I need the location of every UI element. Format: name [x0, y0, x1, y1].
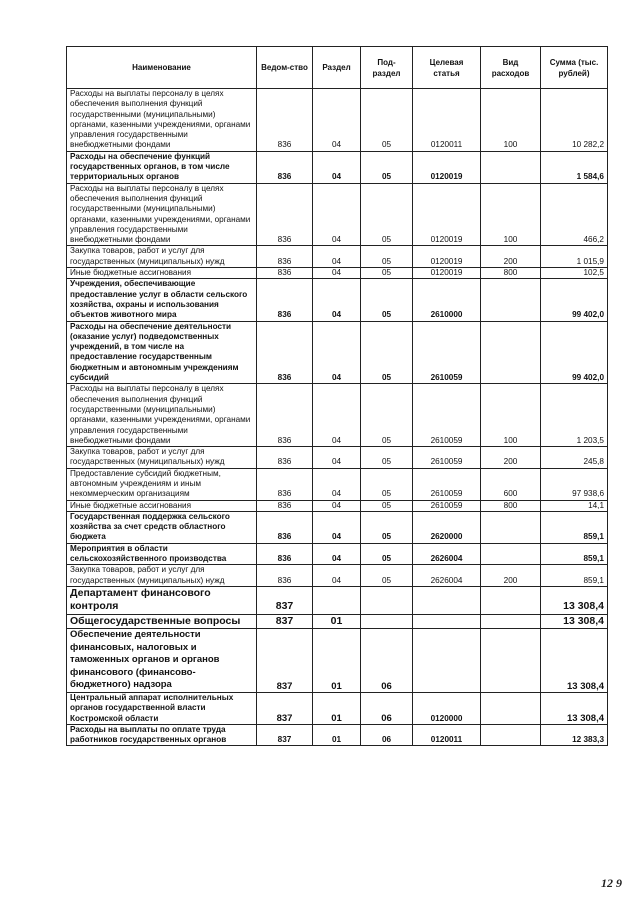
row-sum: 1 015,9: [541, 246, 608, 268]
row-name: Расходы на обеспечение функций государственных органов, в том числе территориальных органов: [67, 151, 257, 183]
row-dept: 836: [257, 511, 313, 543]
row-dept: 836: [257, 447, 313, 469]
table-row: [67, 468, 608, 500]
row-subsection: 05: [361, 447, 413, 469]
row-target: 0120019: [413, 183, 481, 246]
row-kind: [481, 279, 541, 321]
table-row: [67, 279, 608, 321]
row-name: Расходы на выплаты персоналу в целях обеспечения выполнения функций государственными (муниципальными) органами, казенными учреждениями, органами управления государственными внебюджетными фондами: [67, 384, 257, 447]
table-row: [67, 724, 608, 746]
row-subsection: 05: [361, 543, 413, 565]
table-row: [67, 511, 608, 543]
row-dept: 837: [257, 586, 313, 614]
row-section: 04: [313, 183, 361, 246]
row-target: 0120019: [413, 268, 481, 279]
row-subsection: 05: [361, 246, 413, 268]
row-section: 01: [313, 724, 361, 746]
row-sum: 13 308,4: [541, 614, 608, 629]
row-kind: [481, 321, 541, 384]
row-target: [413, 614, 481, 629]
row-target: 0120019: [413, 246, 481, 268]
row-kind: [481, 629, 541, 693]
row-dept: 836: [257, 500, 313, 511]
table-body: [67, 89, 608, 746]
row-dept: 837: [257, 724, 313, 746]
table-row: [67, 384, 608, 447]
row-name: Государственная поддержка сельского хозяйства за счет средств областного бюджета: [67, 511, 257, 543]
row-sum: 859,1: [541, 511, 608, 543]
row-sum: 12 383,3: [541, 724, 608, 746]
row-section: 01: [313, 692, 361, 724]
row-section: 04: [313, 468, 361, 500]
row-subsection: 05: [361, 511, 413, 543]
table-row: [67, 614, 608, 629]
row-kind: [481, 586, 541, 614]
row-kind: 800: [481, 268, 541, 279]
row-name: Общегосударственные вопросы: [67, 614, 257, 629]
row-sum: 99 402,0: [541, 279, 608, 321]
row-name: Департамент финансового контроля: [67, 586, 257, 614]
row-target: 0120019: [413, 151, 481, 183]
header-section: Раздел: [313, 47, 361, 89]
row-dept: 836: [257, 279, 313, 321]
row-kind: 200: [481, 565, 541, 587]
row-name: Расходы на выплаты персоналу в целях обеспечения выполнения функций государственными (муниципальными) органами, казенными учреждениями, органами управления государственными внебюджетными фондами: [67, 183, 257, 246]
row-kind: 100: [481, 89, 541, 152]
header-name: Наименование: [67, 47, 257, 89]
row-kind: 100: [481, 384, 541, 447]
row-kind: [481, 724, 541, 746]
row-dept: 836: [257, 321, 313, 384]
row-subsection: 05: [361, 279, 413, 321]
row-subsection: 05: [361, 321, 413, 384]
table-row: [67, 565, 608, 587]
row-dept: 836: [257, 565, 313, 587]
row-section: 04: [313, 384, 361, 447]
row-dept: 836: [257, 151, 313, 183]
row-target: 2610059: [413, 321, 481, 384]
row-subsection: 06: [361, 724, 413, 746]
row-sum: 466,2: [541, 183, 608, 246]
row-section: 04: [313, 279, 361, 321]
row-subsection: 05: [361, 384, 413, 447]
row-target: 2610059: [413, 384, 481, 447]
row-target: 2626004: [413, 543, 481, 565]
row-dept: 836: [257, 268, 313, 279]
row-name: Иные бюджетные ассигнования: [67, 500, 257, 511]
header-dept: Ведом-ство: [257, 47, 313, 89]
row-section: 04: [313, 565, 361, 587]
row-target: 2610059: [413, 447, 481, 469]
header-target: Целевая статья: [413, 47, 481, 89]
row-kind: [481, 151, 541, 183]
row-kind: [481, 543, 541, 565]
row-kind: 800: [481, 500, 541, 511]
table-row: [67, 321, 608, 384]
row-name: Расходы на выплаты персоналу в целях обеспечения выполнения функций государственными (муниципальными) органами, казенными учреждениями, органами управления государственными внебюджетными фондами: [67, 89, 257, 152]
row-target: 0120011: [413, 724, 481, 746]
row-dept: 837: [257, 629, 313, 693]
row-section: [313, 586, 361, 614]
row-subsection: [361, 614, 413, 629]
row-name: Закупка товаров, работ и услуг для государственных (муниципальных) нужд: [67, 565, 257, 587]
row-target: 0120000: [413, 692, 481, 724]
row-name: Закупка товаров, работ и услуг для государственных (муниципальных) нужд: [67, 447, 257, 469]
table-row: [67, 692, 608, 724]
row-sum: 14,1: [541, 500, 608, 511]
row-target: 2626004: [413, 565, 481, 587]
row-subsection: 06: [361, 692, 413, 724]
table-row: [67, 268, 608, 279]
row-name: Мероприятия в области сельскохозяйственного производства: [67, 543, 257, 565]
row-subsection: 05: [361, 89, 413, 152]
page-mark: 12 9: [601, 876, 622, 890]
table-row: [67, 629, 608, 693]
row-kind: [481, 692, 541, 724]
row-kind: 200: [481, 447, 541, 469]
row-dept: 837: [257, 692, 313, 724]
table-row: [67, 500, 608, 511]
table-row: [67, 543, 608, 565]
row-name: Расходы на выплаты по оплате труда работников государственных органов: [67, 724, 257, 746]
row-dept: 836: [257, 543, 313, 565]
row-target: 2610059: [413, 500, 481, 511]
row-section: 04: [313, 511, 361, 543]
row-section: 04: [313, 89, 361, 152]
row-sum: 13 308,4: [541, 692, 608, 724]
row-dept: 837: [257, 614, 313, 629]
row-name: Расходы на обеспечение деятельности (оказание услуг) подведомственных учреждений, в том числе на предоставление государственным бюджетным и автономным учреждениям субсидий: [67, 321, 257, 384]
row-dept: 836: [257, 384, 313, 447]
table-row: [67, 586, 608, 614]
row-section: 04: [313, 246, 361, 268]
header-subsection: Под-раздел: [361, 47, 413, 89]
row-name: Предоставление субсидий бюджетным, автономным учреждениям и иным некоммерческим организациям: [67, 468, 257, 500]
table-row: [67, 151, 608, 183]
row-name: Учреждения, обеспечивающие предоставление услуг в области сельского хозяйства, охраны и использования объектов животного мира: [67, 279, 257, 321]
row-section: 04: [313, 543, 361, 565]
row-section: 04: [313, 500, 361, 511]
budget-table: [66, 46, 608, 746]
row-target: 0120011: [413, 89, 481, 152]
row-sum: 859,1: [541, 565, 608, 587]
row-sum: 99 402,0: [541, 321, 608, 384]
row-kind: 600: [481, 468, 541, 500]
row-subsection: 05: [361, 183, 413, 246]
row-section: 04: [313, 151, 361, 183]
row-sum: 13 308,4: [541, 629, 608, 693]
row-section: 04: [313, 447, 361, 469]
row-sum: 97 938,6: [541, 468, 608, 500]
row-target: [413, 586, 481, 614]
header-row: [67, 47, 608, 89]
row-target: 2610059: [413, 468, 481, 500]
row-name: Центральный аппарат исполнительных органов государственной власти Костромской области: [67, 692, 257, 724]
row-target: 2610000: [413, 279, 481, 321]
row-sum: 13 308,4: [541, 586, 608, 614]
row-kind: 100: [481, 183, 541, 246]
row-sum: 1 584,6: [541, 151, 608, 183]
row-subsection: 05: [361, 500, 413, 511]
row-subsection: 05: [361, 268, 413, 279]
row-kind: [481, 511, 541, 543]
row-section: 01: [313, 614, 361, 629]
row-dept: 836: [257, 183, 313, 246]
row-name: Закупка товаров, работ и услуг для государственных (муниципальных) нужд: [67, 246, 257, 268]
row-section: 04: [313, 268, 361, 279]
row-kind: [481, 614, 541, 629]
row-section: 01: [313, 629, 361, 693]
header-kind: Вид расходов: [481, 47, 541, 89]
row-subsection: [361, 586, 413, 614]
table-row: [67, 183, 608, 246]
row-sum: 1 203,5: [541, 384, 608, 447]
row-name: Иные бюджетные ассигнования: [67, 268, 257, 279]
row-subsection: 05: [361, 468, 413, 500]
row-target: [413, 629, 481, 693]
row-dept: 836: [257, 89, 313, 152]
row-section: 04: [313, 321, 361, 384]
table-row: [67, 89, 608, 152]
row-kind: 200: [481, 246, 541, 268]
row-name: Обеспечение деятельности финансовых, налоговых и таможенных органов и органов финансового (финансово-бюджетного) надзора: [67, 629, 257, 693]
row-sum: 859,1: [541, 543, 608, 565]
row-sum: 10 282,2: [541, 89, 608, 152]
row-subsection: 06: [361, 629, 413, 693]
table-row: [67, 447, 608, 469]
row-dept: 836: [257, 246, 313, 268]
row-sum: 102,5: [541, 268, 608, 279]
row-subsection: 05: [361, 565, 413, 587]
header-sum: Сумма (тыс. рублей): [541, 47, 608, 89]
row-sum: 245,8: [541, 447, 608, 469]
row-target: 2620000: [413, 511, 481, 543]
row-dept: 836: [257, 468, 313, 500]
row-subsection: 05: [361, 151, 413, 183]
table-row: [67, 246, 608, 268]
